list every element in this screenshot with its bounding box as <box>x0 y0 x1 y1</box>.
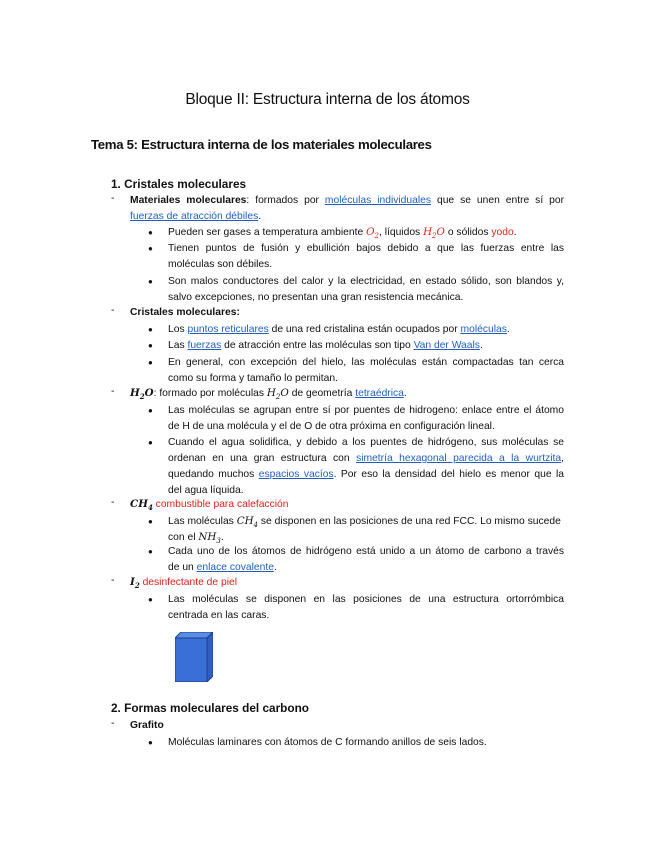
bullet-icon: ● <box>148 358 153 367</box>
bullet-icon: ● <box>148 228 153 237</box>
bullet-atomos-hidrogeno-2: de un enlace covalente. <box>168 562 277 573</box>
bullet-ortorrombica-2: centrada en las caras. <box>168 610 270 621</box>
bullet-conductores: Son malos conductores del calor y la electricidad, en estado sólido, son blandos y, <box>168 276 564 287</box>
bullet-ortorrombica: Las moléculas se disponen en las posiciones de una estructura ortorrómbica <box>168 594 564 605</box>
bullet-puntos-reticulares: Los puntos reticulares de una red cristalina están ocupados por moléculas. <box>168 324 510 335</box>
dash-marker: - <box>111 193 115 204</box>
bullet-icon: ● <box>148 595 153 604</box>
paragraph-materiales-moleculares: Materiales moleculares: formados por moléculas individuales que se unen entre sí por <box>130 195 565 206</box>
link-fuerzas[interactable]: fuerzas <box>187 340 222 351</box>
heading-h2o: $H_2O$: formado por moléculas $H_2O$ de geometría tetraédrica. <box>130 387 407 402</box>
bullet-icon: ● <box>148 738 153 747</box>
bullet-icon: ● <box>148 547 153 556</box>
dash-marker: - <box>111 386 115 397</box>
bullet-estados: Pueden ser gases a temperatura ambiente $O_2$, líquidos $H_2O$ o sólidos yodo. <box>168 226 517 241</box>
link-van-der-waals[interactable]: Van der Waals <box>413 340 480 351</box>
paragraph-materiales-moleculares-2: fuerzas de atracción débiles. <box>130 211 262 222</box>
bullet-red-fcc: Las moléculas $CH_4$ se disponen en las posiciones de una red FCC. Lo mismo sucede <box>168 515 561 530</box>
bullet-red-fcc-2: con el $NH_3$. <box>168 531 224 546</box>
label-grafito: Grafito <box>130 720 164 731</box>
link-enlace-covalente[interactable]: enlace covalente <box>196 562 274 573</box>
bullet-conductores-2: salvo excepciones, no presentan una gran resistencia mecánica. <box>168 292 464 303</box>
bullet-compactadas-2: como su forma y tamaño lo permitan. <box>168 373 338 384</box>
dash-marker: - <box>111 497 115 508</box>
link-fuerzas-atraccion-debiles[interactable]: fuerzas de atracción débiles <box>130 211 259 222</box>
section-heading-1: 1. Cristales moleculares <box>111 177 247 191</box>
bullet-puntos-fusion: Tienen puntos de fusión y ebullición bajos debido a que las fuerzas entre las <box>168 243 564 254</box>
heading-ch4: $CH_4$ combustible para calefacción <box>130 498 289 513</box>
bullet-puentes-hidrogeno: Las moléculas se agrupan entre sí por puentes de hidrogeno: enlace entre el átomo <box>168 405 564 416</box>
heading-i2: $I_2$ desinfectante de piel <box>130 576 238 591</box>
bullet-fuerzas: Las fuerzas de atracción entre las moléculas son tipo Van der Waals. <box>168 340 483 351</box>
bullet-icon: ● <box>148 244 153 253</box>
link-moleculas[interactable]: moléculas <box>460 324 507 335</box>
bullet-puentes-hidrogeno-2: de H de una molécula y el de O de otra próxima en configuración lineal. <box>168 421 495 432</box>
bullet-icon: ● <box>148 277 153 286</box>
link-moleculas-individuales[interactable]: moléculas individuales <box>324 195 432 206</box>
bullet-agua-solidifica-2: ordenan en una gran estructura con simetría hexagonal parecida a la wurtzita, <box>168 453 564 464</box>
dash-marker: - <box>111 718 115 729</box>
link-simetria-hexagonal[interactable]: simetría hexagonal parecida a la wurtzita <box>356 453 562 464</box>
bullet-agua-solidifica: Cuando el agua solidifica, y debido a los puentes de hidrógeno, sus moléculas se <box>168 437 564 448</box>
bullet-icon: ● <box>148 325 153 334</box>
bullet-puntos-fusion-2: moléculas son débiles. <box>168 259 273 270</box>
orthorhombic-prism-icon <box>175 632 213 682</box>
bullet-icon: ● <box>148 517 153 526</box>
bullet-icon: ● <box>148 341 153 350</box>
topic-heading: Tema 5: Estructura interna de los materiales moleculares <box>91 137 432 152</box>
bullet-agua-solidifica-3: quedando muchos espacios vacíos. Por eso la densidad del hielo es menor que la <box>168 469 565 480</box>
link-espacios-vacios[interactable]: espacios vacíos <box>258 469 334 480</box>
bullet-compactadas: En general, con excepción del hielo, las moléculas están compactadas tan cerca <box>168 357 564 368</box>
link-tetraedrica[interactable]: tetraédrica <box>355 388 404 399</box>
bullet-icon: ● <box>148 406 153 415</box>
page-title: Bloque II: Estructura interna de los átomos <box>185 91 470 108</box>
bullet-icon: ● <box>148 438 153 447</box>
bullet-atomos-hidrogeno: Cada uno de los átomos de hidrógeno está unido a un átomo de carbono a través <box>168 546 564 557</box>
label-cristales-moleculares: Cristales moleculares: <box>130 307 240 318</box>
link-puntos-reticulares[interactable]: puntos reticulares <box>187 324 269 335</box>
bullet-agua-solidifica-4: del agua líquida. <box>168 485 244 496</box>
dash-marker: - <box>111 575 115 586</box>
bullet-moleculas-laminares: Moléculas laminares con átomos de C formando anillos de seis lados. <box>168 737 487 748</box>
dash-marker: - <box>111 305 115 316</box>
section-heading-2: 2. Formas moleculares del carbono <box>111 701 309 715</box>
